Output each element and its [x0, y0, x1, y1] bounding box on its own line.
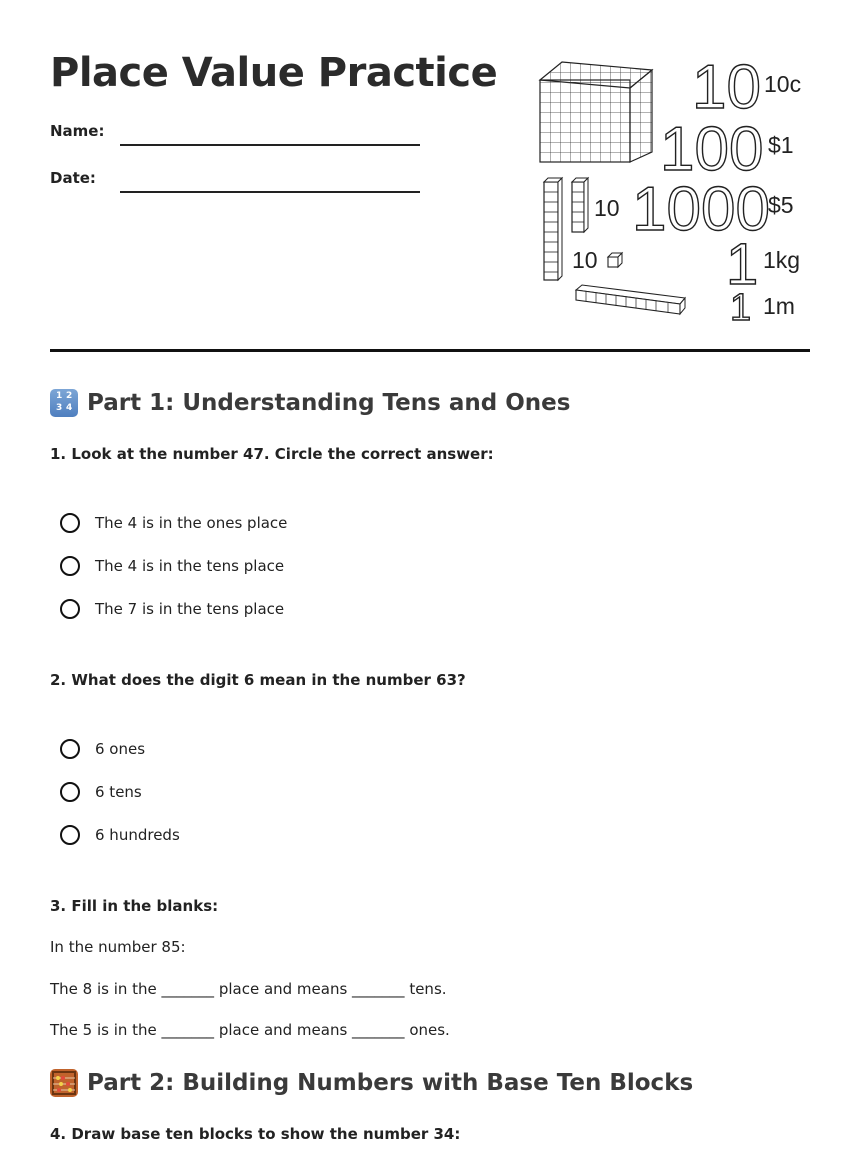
q1-option-2[interactable]	[60, 553, 284, 579]
q3-intro: In the number 85:	[50, 938, 186, 956]
q1-option-1[interactable]	[60, 510, 287, 536]
option-label: 6 tens	[95, 783, 142, 801]
numeral-1: 1	[726, 232, 759, 297]
radio-icon[interactable]	[60, 825, 80, 845]
option-label: 6 hundreds	[95, 826, 180, 844]
worksheet-title: Place Value Practice	[50, 50, 498, 96]
base-ten-blocks-illustration	[530, 52, 810, 327]
label-ten: 10	[572, 247, 598, 273]
name-label: Name:	[50, 122, 105, 140]
horizontal-rod-icon	[576, 285, 685, 314]
name-line[interactable]	[120, 144, 420, 146]
numeral-10: 10	[692, 53, 761, 122]
radio-icon[interactable]	[60, 599, 80, 619]
question-4: 4. Draw base ten blocks to show the number 34:	[50, 1125, 461, 1143]
question-1: 1. Look at the number 47. Circle the correct answer:	[50, 445, 494, 463]
label-5-dollar: $5	[768, 192, 794, 218]
radio-icon[interactable]	[60, 739, 80, 759]
option-label: The 4 is in the ones place	[95, 514, 288, 532]
question-2: 2. What does the digit 6 mean in the number 63?	[50, 671, 466, 689]
option-label: The 4 is in the tens place	[95, 557, 285, 575]
part1-heading-text: Part 1: Understanding Tens and Ones	[87, 390, 571, 416]
q3-blank-line-1[interactable]: The 8 is in the _______ place and means _______ tens.	[50, 980, 447, 998]
radio-icon[interactable]	[60, 513, 80, 533]
date-line[interactable]	[120, 191, 420, 193]
ten-rod-icon	[544, 178, 562, 280]
name-field[interactable]	[50, 122, 430, 152]
part1-heading	[50, 389, 570, 417]
label-1-dollar: $1	[768, 132, 794, 158]
part2-heading-text: Part 2: Building Numbers with Base Ten Blocks	[87, 1070, 694, 1096]
radio-icon[interactable]	[60, 556, 80, 576]
short-rod-icon	[572, 178, 588, 232]
header-divider	[50, 349, 810, 352]
option-label: The 7 is in the tens place	[95, 600, 285, 618]
option-label: 6 ones	[95, 740, 146, 758]
numbers-keycap-icon: 1 2 3 4	[50, 389, 78, 417]
label-rod-10: 10	[594, 195, 620, 221]
unit-cube-icon	[608, 253, 622, 267]
thousand-cube-icon	[540, 62, 652, 162]
date-field[interactable]	[50, 169, 430, 199]
abacus-icon	[50, 1069, 78, 1097]
date-label: Date:	[50, 169, 96, 187]
label-1m: 1m	[763, 293, 795, 319]
q3-blank-line-2[interactable]: The 5 is in the _______ place and means _______ ones.	[50, 1021, 450, 1039]
label-10c: 10c	[764, 71, 802, 97]
q2-option-2[interactable]	[60, 779, 142, 805]
question-3: 3. Fill in the blanks:	[50, 897, 219, 915]
q2-option-1[interactable]	[60, 736, 145, 762]
numeral-100: 100	[660, 115, 764, 184]
radio-icon[interactable]	[60, 782, 80, 802]
part2-heading	[50, 1069, 693, 1097]
q1-option-3[interactable]	[60, 596, 284, 622]
numeral-1-small: 1	[730, 287, 752, 327]
numeral-1000: 1000	[632, 175, 770, 244]
label-1kg: 1kg	[763, 247, 801, 273]
q2-option-3[interactable]	[60, 822, 180, 848]
